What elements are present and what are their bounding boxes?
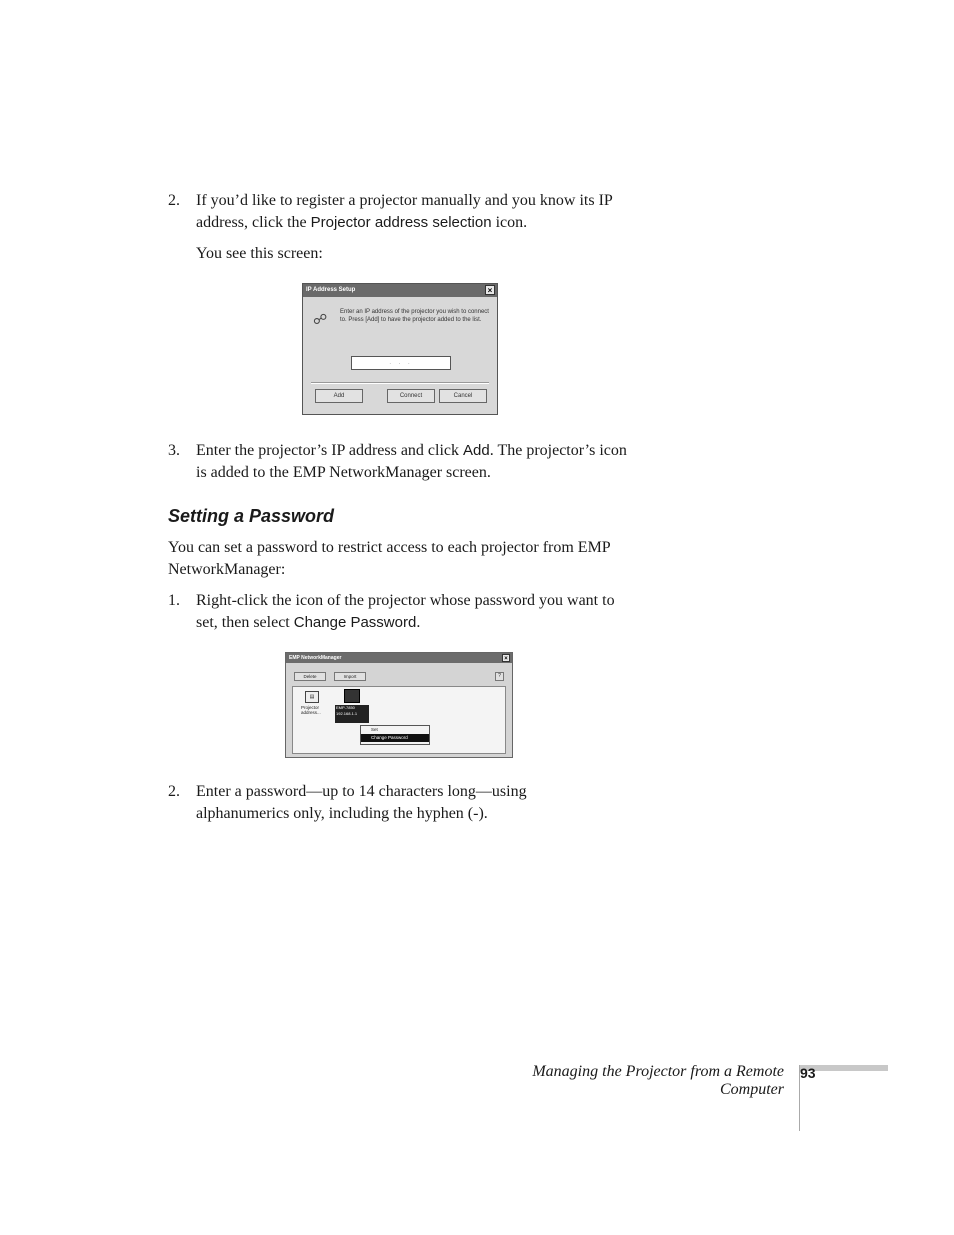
step-number: 3. [168,442,180,459]
selected-projector-label: EMP-7850 192.168.1.1 [335,705,369,723]
ui-term-change-password: Change Password [293,614,417,631]
add-button[interactable]: Add [315,389,363,403]
ip-address-setup-dialog [302,283,498,415]
chapter-title: Managing the Projector from a Remote Computer [532,1063,784,1098]
import-button[interactable]: Import [334,672,366,681]
cancel-button[interactable]: Cancel [439,389,487,403]
step-text: Enter the projector’s IP address and click Add. The projector’s icon is added to the EMP NetworkManager screen. [196,442,627,481]
step-number: 2. [168,783,180,800]
ui-term-projector-address-selection: Projector address selection [310,214,492,231]
section-heading: Setting a Password [168,506,335,526]
help-button[interactable]: ? [495,672,504,681]
step-text: If you’d like to register a projector manually and you know its IP address, click the Projector address selection icon. [196,192,613,231]
dialog-titlebar [303,284,497,297]
close-icon[interactable]: × [502,654,510,662]
menu-item-change-password[interactable]: Change Password [361,734,429,742]
step-number: 1. [168,592,180,609]
window-title: EMP NetworkManager [289,655,342,661]
network-icon: ☍ [313,311,328,327]
dialog-title: IP Address Setup [306,287,356,293]
divider [311,382,489,384]
ip-address-input[interactable]: . . . [351,356,451,370]
section-intro: You can set a password to restrict access to each projector from EMP NetworkManager: [168,539,611,578]
projector-list-area [292,686,506,754]
step-text: Enter a password—up to 14 characters long—using alphanumerics only, including the hyphen (-). [196,783,527,822]
dialog-message: Enter an IP address of the projector you wish to connect to. Press [Add] to have the projector added to the list. [340,309,489,323]
projector-address-label: Projector address... [301,705,321,715]
window-titlebar [286,653,512,663]
emp-networkmanager-window [285,652,513,758]
page-number: 93 [800,1065,816,1081]
step-number: 2. [168,192,180,209]
followup-text: You see this screen: [196,245,323,262]
connect-button[interactable]: Connect [387,389,435,403]
step-text: Right-click the icon of the projector whose password you want to set, then select Change Password. [196,592,615,631]
close-icon[interactable]: × [485,285,495,295]
selected-projector[interactable] [335,689,369,727]
context-menu [360,725,430,745]
projector-address-icon[interactable]: ▤ [305,691,319,703]
delete-button[interactable]: Delete [294,672,326,681]
menu-item-set[interactable]: Set [371,727,378,732]
ui-term-add: Add [463,442,490,459]
projector-icon [344,689,360,703]
